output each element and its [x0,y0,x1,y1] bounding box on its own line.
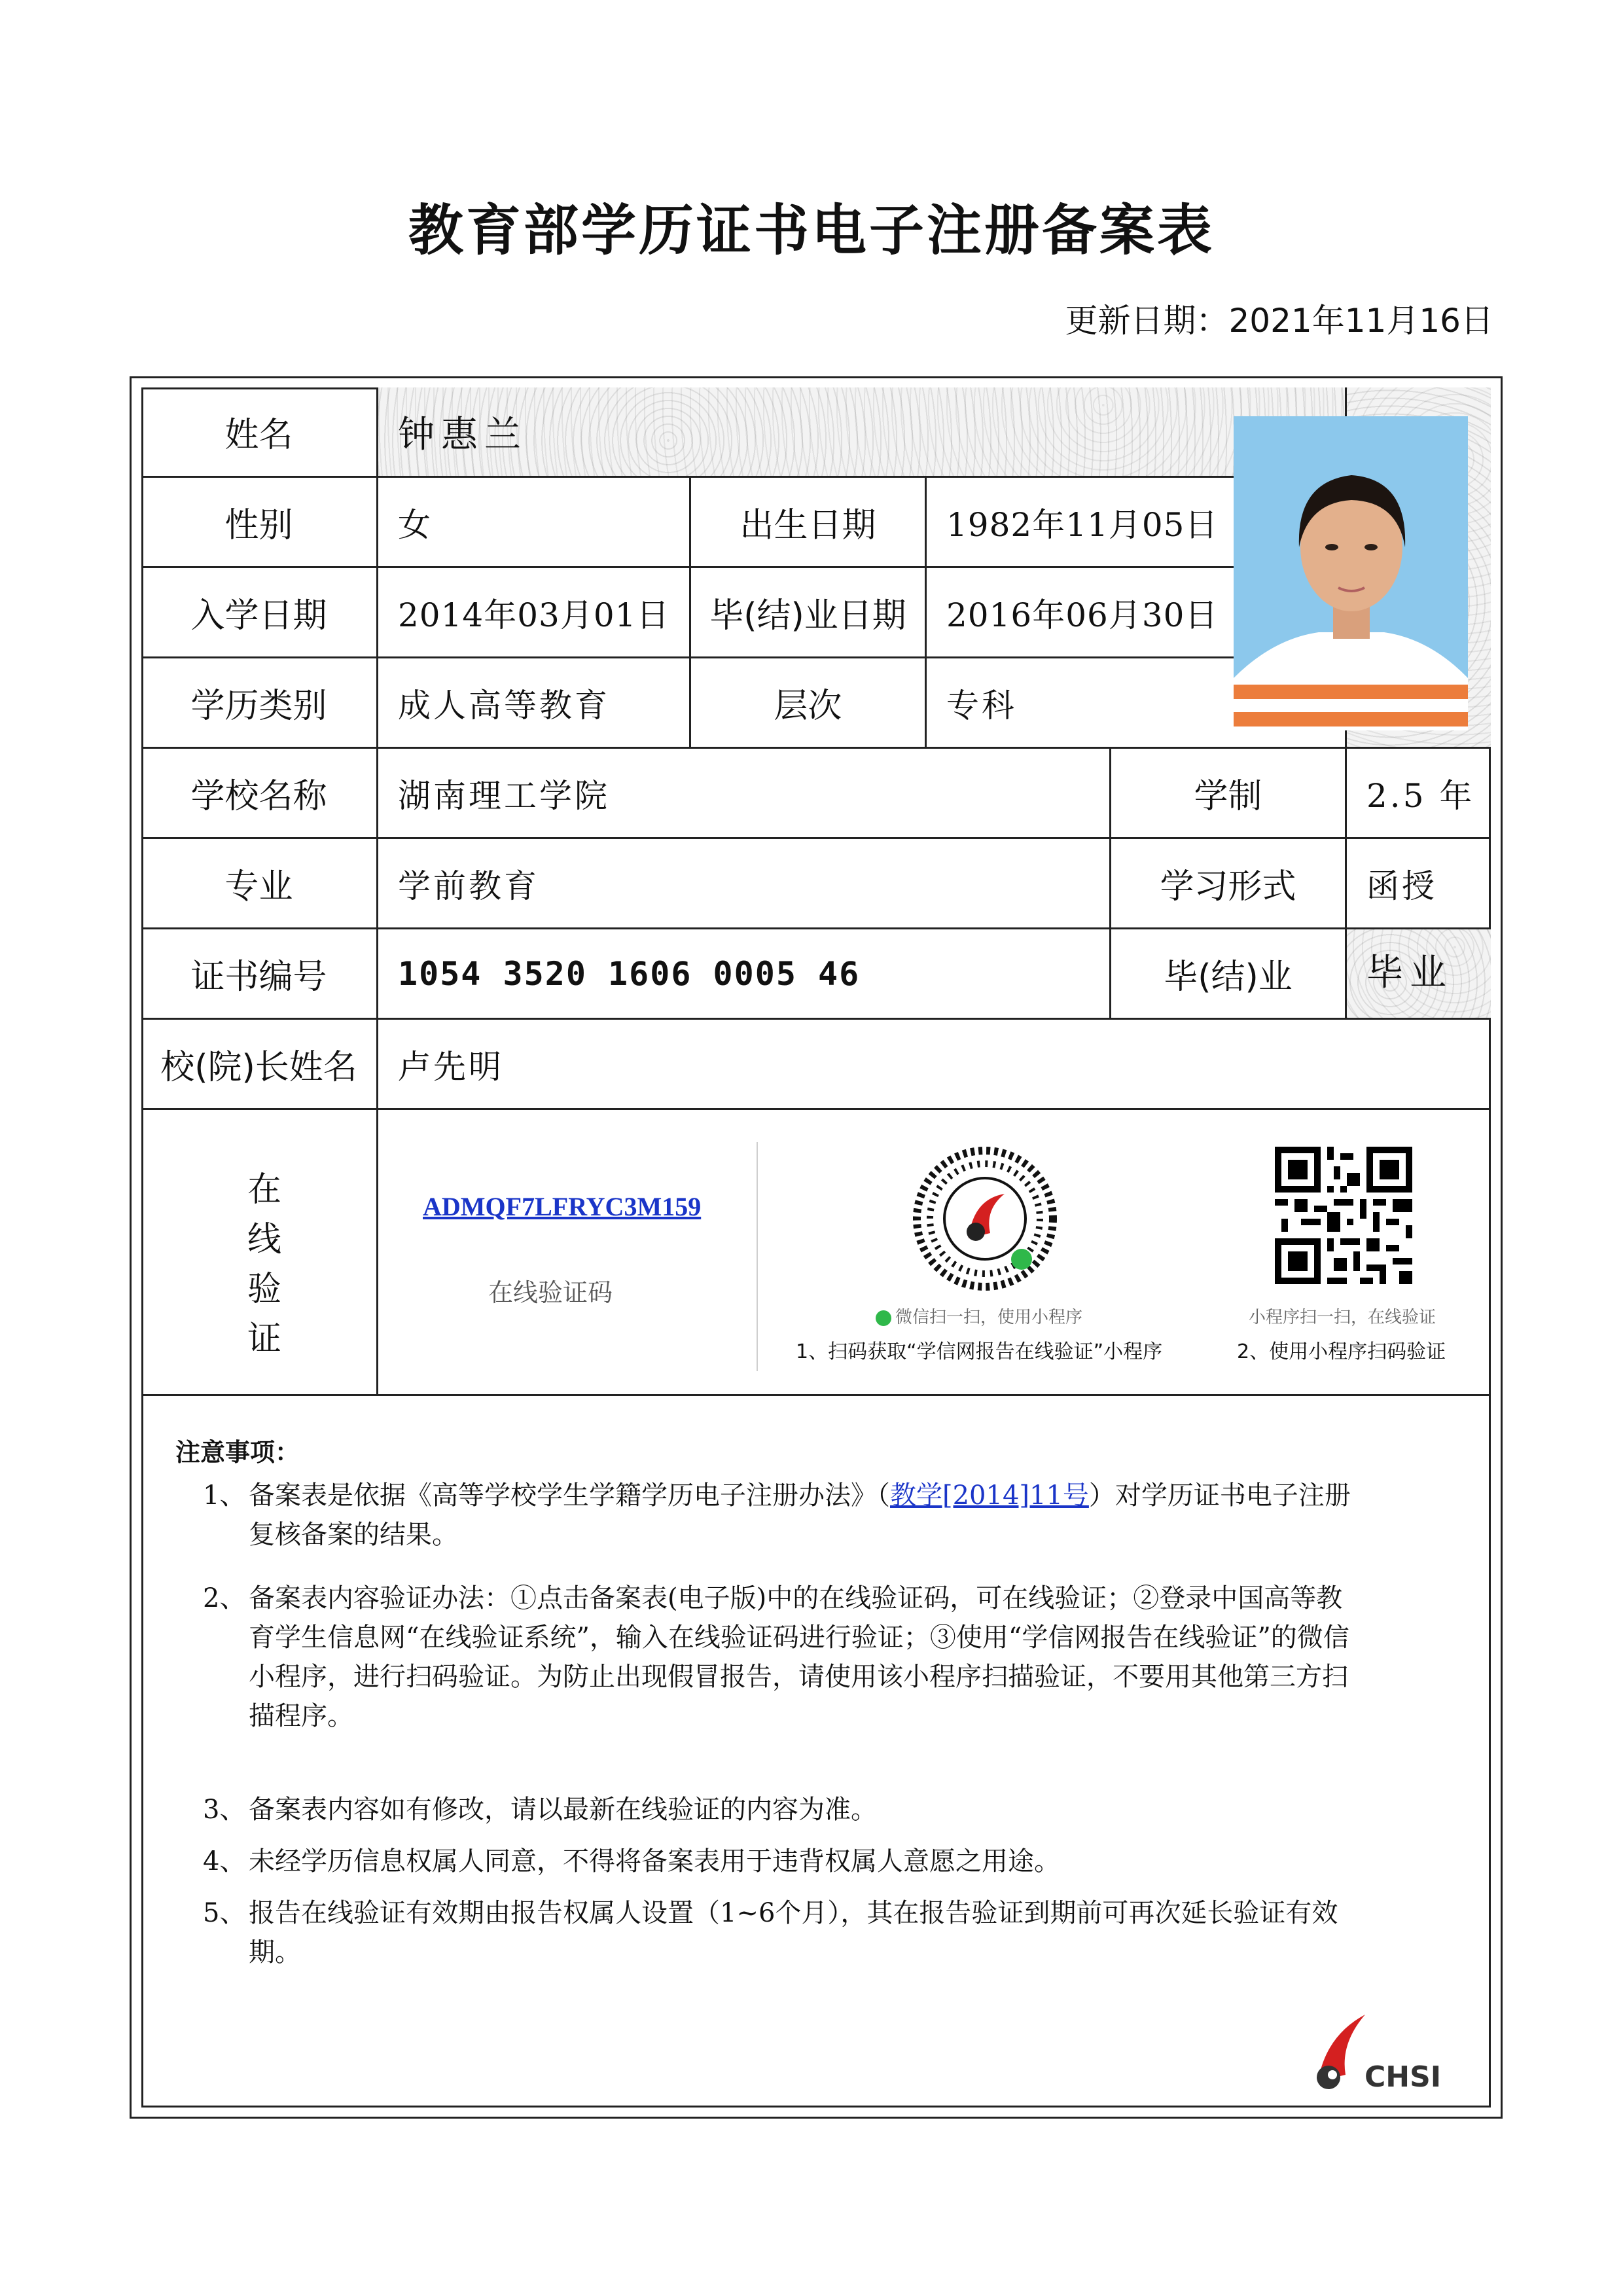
note-text: 备案表内容如有修改，请以最新在线验证的内容为准。 [249,1795,877,1825]
study-form-value: 函授 [1347,839,1491,929]
wechat-mini-program-icon [913,1147,1057,1291]
study-form-label: 学习形式 [1111,839,1347,929]
status-label: 毕(结)业 [1111,929,1347,1020]
qr-caption: 小程序扫一扫，在线验证 [1249,1308,1436,1327]
cert-value: 1054 3520 1606 0005 46 [378,929,1111,1020]
note-item [203,1790,1355,1829]
verify-divider [757,1142,758,1371]
chsi-logo-text: CHSI [1364,2060,1442,2094]
cert-label: 证书编号 [141,929,378,1020]
school-value: 湖南理工学院 [378,749,1111,839]
category-label: 学历类别 [141,658,378,749]
update-date: 更新日期：2021年11月16日 [1065,302,1493,340]
verify-label [247,1165,282,1364]
page-title: 教育部学历证书电子注册备案表 [408,198,1215,262]
president-label: 校(院)长姓名 [141,1020,378,1110]
enroll-label: 入学日期 [141,568,378,658]
note-item [203,1579,1355,1736]
wechat-small-icon [876,1310,891,1326]
name-value: 钟惠兰 [378,387,1347,478]
portrait-photo [1234,416,1468,730]
status-value: 毕业 [1347,929,1491,1020]
mini-step: 1、扫码获取“学信网报告在线验证”小程序 [796,1340,1163,1363]
gender-label: 性别 [141,478,378,568]
note-number: 3、 [203,1795,246,1825]
verify-char: 线 [247,1220,282,1259]
verify-code-caption: 在线验证码 [488,1278,613,1307]
note-item [203,1893,1355,1972]
grad-value: 2016年06月30日 [927,568,1347,658]
major-label: 专业 [141,839,378,929]
mini-caption [876,1304,1082,1328]
enroll-value: 2014年03月01日 [378,568,691,658]
qr-step: 2、使用小程序扫码验证 [1237,1340,1446,1363]
qr-code-icon[interactable] [1275,1147,1412,1284]
note-text-pre: 备案表是依据《高等学校学生学籍学历电子注册办法》（ [249,1480,890,1511]
notes-title: 注意事项： [175,1438,300,1467]
level-label: 层次 [691,658,927,749]
president-value: 卢先明 [378,1020,1491,1110]
birth-value: 1982年11月05日 [927,478,1347,568]
note-text: 备案表内容验证办法：①点击备案表(电子版)中的在线验证码，可在线验证；②登录中国高等教育学生信息网“在线验证系统”，输入在线验证码进行验证；③使用“学信网报告在线验证”的微信小程序，进行扫码验证。为防止出现假冒报告，请使用该小程序扫描验证，不要用其他第三方扫描程序。 [249,1583,1349,1731]
major-value: 学前教育 [378,839,1111,929]
name-label: 姓名 [141,387,378,478]
regulation-link[interactable]: 教学[2014]11号 [890,1480,1089,1511]
duration-value: 2.5 年 [1347,749,1491,839]
note-text-post: ）对学历证书电子注册复核备案的结果。 [249,1480,1351,1550]
gender-value: 女 [378,478,691,568]
verify-char: 验 [247,1270,282,1309]
mini-caption-text: 微信扫一扫，使用小程序 [895,1308,1083,1327]
note-text: 未经学历信息权属人同意，不得将备案表用于违背权属人意愿之用途。 [249,1846,1060,1876]
note-number: 5、 [203,1898,246,1928]
grad-label: 毕(结)业日期 [691,568,927,658]
duration-label: 学制 [1111,749,1347,839]
note-number: 2、 [203,1583,246,1613]
verify-code-link[interactable]: ADMQF7LFRYC3M159 [423,1192,702,1221]
chsi-logo-icon [1306,2009,1372,2094]
category-value: 成人高等教育 [378,658,691,749]
level-value: 专科 [927,658,1347,749]
verify-char: 在 [247,1170,282,1210]
note-text [249,1476,1355,1554]
birth-label: 出生日期 [691,478,927,568]
note-number: 4、 [203,1846,246,1876]
note-text: 报告在线验证有效期由报告权属人设置（1~6个月），其在报告验证到期前可再次延长验证有效期。 [249,1898,1338,1967]
note-item [203,1842,1355,1881]
verify-char: 证 [247,1319,282,1359]
note-item [203,1476,1355,1554]
note-number: 1、 [203,1480,246,1511]
school-label: 学校名称 [141,749,378,839]
